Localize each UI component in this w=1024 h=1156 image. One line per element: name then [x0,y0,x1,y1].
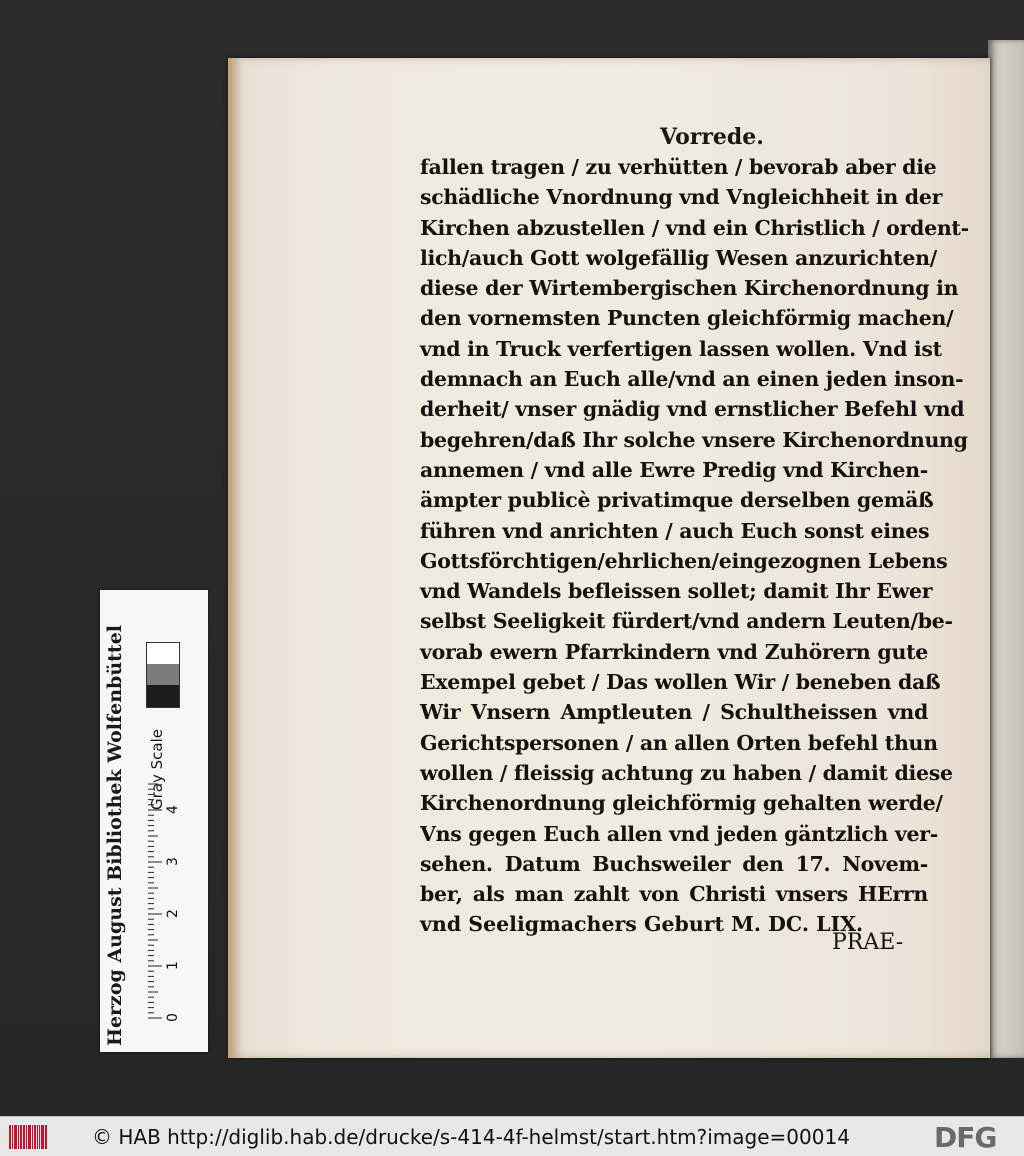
text-line: schädliche Vnordnung vnd Vngleichheit in der [420,185,943,210]
barcode-bar [14,1125,17,1149]
text-line: annemen / vnd alle Ewre Predig vnd Kirchen- [420,457,928,482]
text-line: vnd Seeligmachers Geburt M. DC. LIX. [420,912,864,937]
text-line: begehren/daß Ihr solche vnsere Kirchenordnung [420,427,968,452]
text-line: Exempel gebet / Das wollen Wir / beneben daß [420,670,941,695]
ruler-number: 2 [165,909,181,918]
page-text [420,152,969,940]
barcode-bar [39,1125,40,1149]
gray-patch-mid [147,664,179,685]
barcode-bar [45,1125,47,1149]
copyright-url[interactable]: © HAB http://diglib.hab.de/drucke/s-414-4f-helmst/start.htm?image=00014 [92,1125,850,1149]
barcode-icon [8,1123,48,1151]
library-name: Herzog August Bibliothek Wolfenbüttel [104,625,126,1046]
footer-bar [0,1116,1024,1156]
barcode-bar [9,1125,11,1149]
text-line: Kirchenordnung gleichförmig gehalten werde/ [420,791,943,816]
gray-scale-label: Gray Scale [148,729,166,810]
ruler-number: 4 [165,805,181,814]
text-line: Wir Vnsern Amptleuten / Schultheissen vnd [420,700,928,725]
ruler-number: 1 [165,961,181,970]
text-line: derheit/ vnser gnädig vnd ernstlicher Befehl vnd [420,397,965,422]
text-line: den vornemsten Puncten gleichförmig machen/ [420,306,954,331]
ruler-number: 0 [165,1013,181,1022]
barcode-bar [32,1125,33,1149]
dfg-logo: DFG [934,1121,997,1154]
text-line: Gerichtspersonen / an allen Orten befehl thun [420,730,938,755]
barcode-bar [26,1125,27,1149]
text-line: Gottsförchtigen/ehrlichen/eingezognen Lebens [420,548,948,573]
barcode-bar [28,1125,31,1149]
ruler [146,750,184,1040]
text-line: lich/auch Gott wolgefällig Wesen anzurichten/ [420,245,937,270]
text-line: Vns gegen Euch allen vnd jeden gäntzlich ver- [420,821,938,846]
text-line: demnach an Euch alle/vnd an einen jeden inson- [420,367,964,392]
barcode-bar [20,1125,22,1149]
text-line: vnd in Truck verfertigen lassen wollen. Vnd ist [420,336,942,361]
text-line: diese der Wirtembergischen Kirchenordnung in [420,276,959,301]
adjacent-page-edge [988,40,1024,1058]
running-head: Vorrede. [660,124,764,150]
text-line: vnd Wandels befleissen sollet; damit Ihr Ewer [420,579,933,604]
text-line: sehen. Datum Buchsweiler den 17. Novem- [420,851,928,876]
gray-patch-white [147,643,179,664]
book-page [228,58,990,1058]
text-line: fallen tragen / zu verhütten / bevorab aber die [420,155,937,179]
gray-scale-patches [146,642,180,708]
barcode-bar [37,1125,38,1149]
barcode-bar [12,1125,13,1149]
ruler-number: 3 [165,857,181,866]
barcode-bar [41,1125,44,1149]
catchword: PRAE- [832,930,904,955]
barcode-bar [18,1125,19,1149]
text-line: selbst Seeligkeit fürdert/vnd andern Leuten/be- [420,609,953,634]
color-scale-card [100,590,208,1052]
text-line: ämpter publicè privatimque derselben gemäß [420,488,934,513]
barcode-bar [23,1125,25,1149]
text-line: ber, als man zahlt von Christi vnsers HErrn [420,882,928,907]
text-line: wollen / fleissig achtung zu haben / damit diese [420,760,953,785]
gray-patch-black [147,685,179,707]
text-line: führen vnd anrichten / auch Euch sonst eines [420,518,930,543]
barcode-bar [34,1125,36,1149]
text-line: Kirchen abzustellen / vnd ein Christlich / ordent- [420,215,969,240]
text-line: vorab ewern Pfarrkindern vnd Zuhörern gute [420,639,928,664]
